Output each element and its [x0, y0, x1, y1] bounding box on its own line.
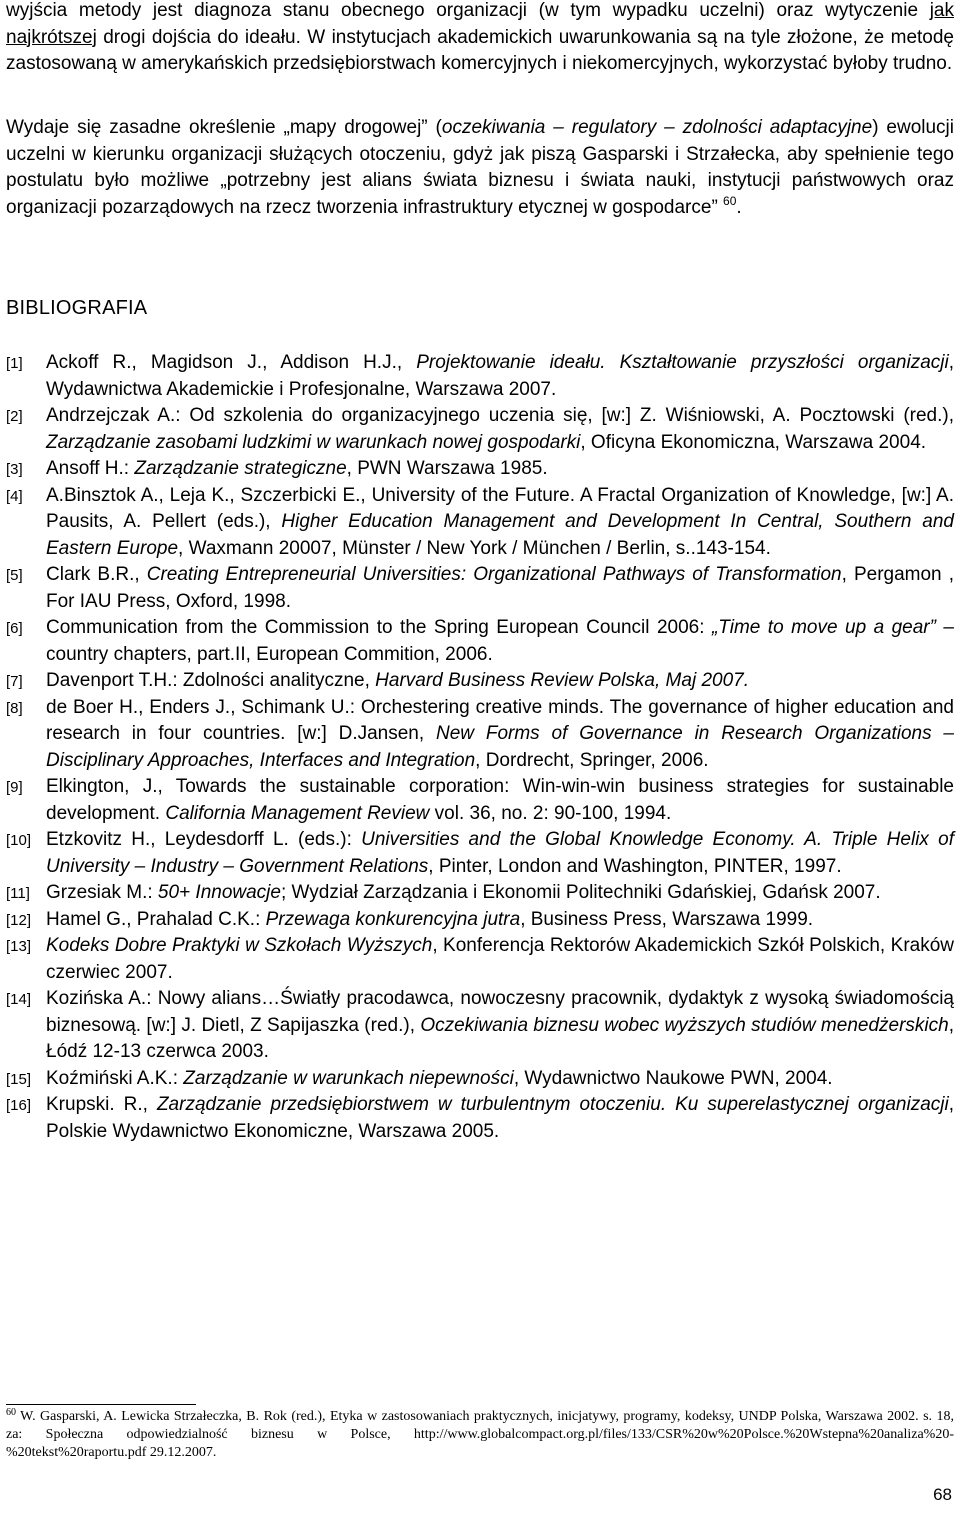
reference-text — [46, 986, 954, 1066]
reference-item — [6, 827, 954, 880]
reference-text — [46, 880, 954, 907]
reference-title: Projektowanie ideału. Kształtowanie przyszłości organizacji — [416, 352, 949, 373]
reference-text — [46, 350, 954, 403]
reference-number: [16] — [6, 1097, 32, 1114]
footnote-text: W. Gasparski, A. Lewicka Strzałeczka, B. Rok (red.), Etyka w zastosowaniach praktycznych, inicjatywy, programy, kodeksy, UNDP Polska, Warszawa 2002. s. 18, za: Społeczna odpowiedzialność biznesu w Polsce, http://www.globalcompact.org.pl/files/133/CSR%20w%20Polsce.%20Wstepna%20analiza%20-%20tekst%20raportu.pdf 29.12.2007. — [6, 1409, 954, 1460]
reference-title: Creating Entrepreneurial Universities: Organizational Pathways of Transformation — [146, 564, 842, 585]
reference-number: [6] — [6, 620, 23, 637]
reference-text — [46, 615, 954, 668]
reference-item — [6, 986, 954, 1066]
reference-segment: Davenport T.H.: Zdolności analityczne, — [46, 670, 376, 691]
reference-number: [1] — [6, 355, 23, 372]
reference-text — [46, 933, 954, 986]
reference-title: Kodeks Dobre Praktyki w Szkołach Wyższych — [46, 935, 433, 956]
footnote-divider — [6, 1404, 196, 1405]
reference-item — [6, 615, 954, 668]
reference-item — [6, 456, 954, 483]
reference-segment: , Dordrecht, Springer, 2006. — [475, 749, 709, 771]
reference-item — [6, 1092, 954, 1145]
reference-text — [46, 907, 954, 934]
reference-item — [6, 403, 954, 456]
reference-text — [46, 1066, 954, 1093]
roadmap-italic-text: oczekiwania – regulatory – zdolności adaptacyjne — [441, 117, 873, 138]
reference-segment: , Waxmann 20007, Münster / New York / München / Berlin, s..143-154. — [178, 537, 771, 559]
reference-segment: , Polskie Wydawnictwo Ekonomiczne, Warszawa 2005. — [46, 1094, 954, 1142]
reference-segment: , Pinter, London and Washington, PINTER, 1997. — [428, 855, 842, 877]
reference-segment: ; Wydział Zarządzania i Ekonomii Politechniki Gdańskiej, Gdańsk 2007. — [280, 882, 881, 903]
reference-text — [46, 562, 954, 615]
reference-segment: Clark B.R., — [46, 564, 147, 585]
reference-text — [46, 774, 954, 827]
roadmap-text-end: . — [736, 196, 742, 218]
reference-segment: Ackoff R., Magidson J., Addison H.J., — [46, 352, 417, 373]
reference-title: Zarządzanie przedsiębiorstwem w turbulentnym otoczeniu. Ku superelastycznej organizacji — [156, 1094, 949, 1115]
reference-title: Przewaga konkurencyjna jutra — [265, 908, 521, 930]
reference-text — [46, 827, 954, 880]
reference-title: Zarządzanie zasobami ludzkimi w warunkach nowej gospodarki — [46, 431, 581, 453]
intro-paragraph — [6, 0, 954, 78]
reference-title: Universities and the Global Knowledge Economy. A. Triple Helix of University – Industry – Government Relations — [46, 829, 954, 877]
reference-number: [8] — [6, 699, 23, 717]
footnote-marker: 60 — [6, 1407, 16, 1418]
page-number: 68 — [933, 1485, 952, 1504]
reference-title: Oczekiwania biznesu wobec wyższych studiów menedżerskich — [420, 1014, 949, 1036]
reference-segment: , PWN Warszawa 1985. — [346, 458, 548, 479]
reference-item — [6, 907, 954, 934]
reference-item — [6, 933, 954, 986]
reference-segment: Hamel G., Prahalad C.K.: — [46, 908, 266, 930]
footnote-reference[interactable]: 60 — [723, 193, 737, 208]
reference-number: [7] — [6, 673, 23, 690]
reference-segment: vol. 36, no. 2: 90-100, 1994. — [429, 802, 672, 824]
reference-segment: Grzesiak M.: — [46, 882, 158, 903]
reference-segment: , Wydawnictwo Naukowe PWN, 2004. — [513, 1067, 833, 1089]
reference-segment: – country chapters, part.II, European Commition, 2006. — [46, 617, 954, 665]
reference-segment: A.Binsztok A., Leja K., Szczerbicki E., University of the Future. A Fractal Organization of Knowledge, [w:] A. Pausits, A. Pellert (eds.), — [46, 484, 954, 532]
reference-segment: Krupski. R., — [46, 1094, 157, 1115]
reference-segment: , Pergamon , For IAU Press, Oxford, 1998. — [46, 564, 954, 612]
reference-item — [6, 1066, 954, 1093]
reference-segment: Ansoff H.: — [46, 458, 135, 479]
intro-text-end: drogi dojścia do ideału. W instytucjach akademickich uwarunkowania są na tyle złożone, że metodę zastosowaną w amerykańskich przedsiębiorstwach komercyjnych i niekomercyjnych, wykorzystać byłoby trudno. — [6, 26, 954, 74]
reference-segment: Andrzejczak A.: Od szkolenia do organizacyjnego uczenia się, [w:] Z. Wiśniowski, A. Pocztowski (red.), — [46, 405, 954, 426]
reference-number: [13] — [6, 938, 32, 955]
reference-segment: , Wydawnictwa Akademickie i Profesjonalne, Warszawa 2007. — [46, 352, 954, 400]
reference-segment: Communication from the Commission to the Spring European Council 2006: — [46, 617, 712, 638]
reference-segment: Etzkovitz H., Leydesdorff L. (eds.): — [46, 829, 362, 850]
reference-list — [6, 350, 954, 1145]
roadmap-paragraph — [6, 115, 954, 221]
reference-text — [46, 1092, 954, 1145]
reference-number: [10] — [6, 832, 32, 849]
reference-title: Higher Education Management and Development In Central, Southern and Eastern Europe — [46, 511, 954, 559]
reference-number: [14] — [6, 991, 32, 1008]
intro-underlined-text: jak najkrótszej — [6, 0, 954, 48]
reference-title: „Time to move up a gear” — [711, 617, 936, 638]
reference-item — [6, 774, 954, 827]
reference-item — [6, 483, 954, 563]
reference-title: Zarządzanie w warunkach niepewności — [183, 1067, 514, 1089]
reference-number: [12] — [6, 911, 32, 929]
reference-title: New Forms of Governance in Research Organizations – Disciplinary Approaches, Interfaces and Integration — [46, 723, 954, 771]
reference-segment: Kozińska A.: Nowy alians…Światły pracodawca, nowoczesny pracownik, dydaktyk z wysoką świadomością biznesową. [w:] J. Dietl, Z Sapijaszka (red.), — [46, 988, 954, 1036]
reference-number: [5] — [6, 567, 23, 584]
reference-title: Zarządzanie strategiczne — [134, 458, 347, 479]
reference-segment: Koźmiński A.K.: — [46, 1067, 184, 1089]
roadmap-text: Wydaje się zasadne określenie „mapy drogowej” ( — [6, 117, 442, 138]
reference-number: [15] — [6, 1070, 32, 1088]
reference-text — [46, 403, 954, 456]
roadmap-text-continued: ) ewolucji uczelni w kierunku organizacji służących otoczeniu, gdyż jak piszą Gasparski i Strzałecka, aby spełnienie tego postulatu było możliwe „potrzebny jest alians świata biznesu i świata nauki, instytucji państwowych oraz organizacji pozarządowych na rzecz tworzenia infrastruktury etycznej w gospodarce” — [6, 117, 954, 218]
footnote — [6, 1408, 954, 1462]
reference-title: California Management Review — [165, 802, 430, 824]
reference-text — [46, 483, 954, 563]
intro-text: wyjścia metody jest diagnoza stanu obecnego organizacji (w tym wypadku uczelni) oraz wytyczenie — [6, 0, 930, 21]
reference-segment: , Business Press, Warszawa 1999. — [520, 908, 814, 930]
reference-segment: , Łódź 12-13 czerwca 2003. — [46, 1014, 954, 1062]
reference-number: [2] — [6, 408, 23, 425]
reference-segment: de Boer H., Enders J., Schimank U.: Orchestering creative minds. The governance of higher education and research in four countries. [w:] D.Jansen, — [46, 696, 954, 744]
reference-segment: , Oficyna Ekonomiczna, Warszawa 2004. — [580, 431, 927, 453]
reference-number: [4] — [6, 487, 23, 505]
reference-text — [46, 456, 954, 483]
reference-number: [9] — [6, 779, 23, 796]
reference-title: 50+ Innowacje — [157, 882, 281, 903]
reference-item — [6, 350, 954, 403]
reference-item — [6, 562, 954, 615]
reference-item — [6, 880, 954, 907]
reference-segment: Elkington, J., Towards the sustainable corporation: Win-win-win business strategies for sustainable development. — [46, 776, 954, 824]
reference-text — [46, 695, 954, 775]
reference-title: Harvard Business Review Polska, Maj 2007. — [375, 670, 749, 691]
reference-number: [11] — [6, 885, 30, 902]
reference-text — [46, 668, 954, 695]
reference-item — [6, 695, 954, 775]
reference-segment: , Konferencja Rektorów Akademickich Szkół Polskich, Kraków czerwiec 2007. — [46, 935, 955, 983]
bibliography-heading: BIBLIOGRAFIA — [6, 297, 148, 319]
reference-number: [3] — [6, 461, 23, 478]
reference-item — [6, 668, 954, 695]
